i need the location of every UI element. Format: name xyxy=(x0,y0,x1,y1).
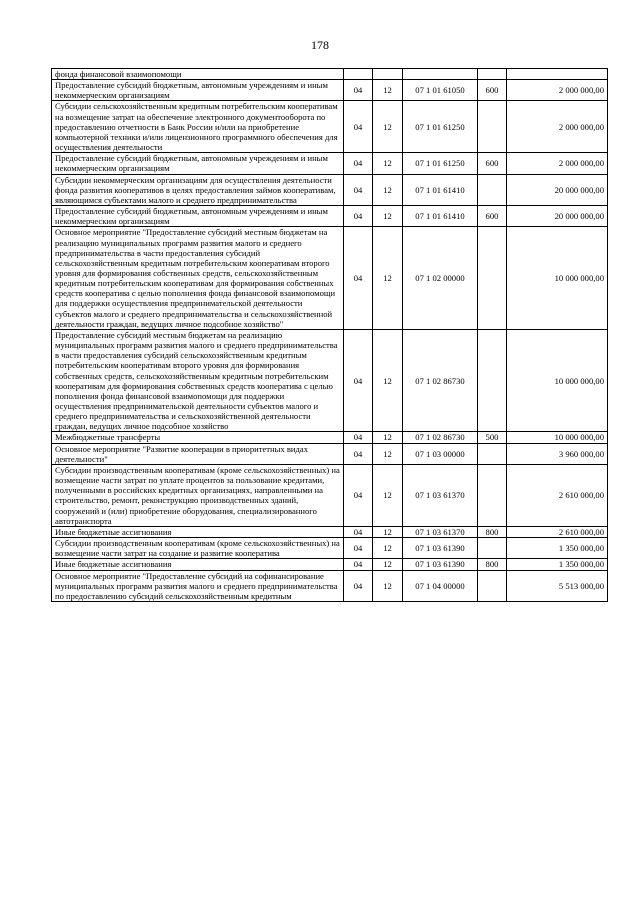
cell-ved: 04 xyxy=(344,538,373,559)
cell-vr: 800 xyxy=(478,526,507,537)
cell-csr: 07 1 03 00000 xyxy=(403,443,478,464)
cell-vr xyxy=(478,174,507,205)
cell-name: Субсидии сельскохозяйственным кредитным потребительским кооперативам на возмещение затрат на обеспечение электронного документооборота по предоставлению отчетности в Банк России и/или на приобретение компьютерной техники и/или лицензионного программного обеспечения для осуществления деятельности xyxy=(52,101,344,153)
table-row xyxy=(52,80,608,101)
cell-sum: 1 350 000,00 xyxy=(507,559,608,570)
cell-sum: 3 960 000,00 xyxy=(507,443,608,464)
cell-vr xyxy=(478,538,507,559)
cell-csr: 07 1 02 86730 xyxy=(403,432,478,443)
cell-ved: 04 xyxy=(344,80,373,101)
cell-sum: 2 000 000,00 xyxy=(507,153,608,174)
cell-name: Основное мероприятие "Предоставление субсидий на софинансирование муниципальных программ развития малого и среднего предпринимательства по предоставлению субсидий сельскохозяйственным кредитным xyxy=(52,570,344,601)
cell-rz: 12 xyxy=(373,432,403,443)
cell-rz: 12 xyxy=(373,329,403,432)
cell-rz: 12 xyxy=(373,227,403,330)
cell-ved: 04 xyxy=(344,559,373,570)
cell-rz: 12 xyxy=(373,559,403,570)
cell-sum: 10 000 000,00 xyxy=(507,227,608,330)
cell-ved: 04 xyxy=(344,206,373,227)
cell-vr xyxy=(478,570,507,601)
cell-name: Предоставление субсидий местным бюджетам на реализацию муниципальных программ развития малого и среднего предпринимательства в части предоставления субсидий сельскохозяйственным кредитным потребительским кооперативам второго уровня для формирования собственных средств, сельскохозяйственным кредитным потребительским кооперативам для формирования собственных средств кооператива с целью пополнения фонда финансовой взаимопомощи для поддержки осуществления предпринимательской деятельности субъектов малого и среднего предпринимательства и сельскохозяйственной деятельности граждан, ведущих личное подсобное хозяйство xyxy=(52,329,344,432)
cell-csr: 07 1 03 61390 xyxy=(403,538,478,559)
cell-csr: 07 1 02 86730 xyxy=(403,329,478,432)
cell-rz: 12 xyxy=(373,174,403,205)
cell-ved: 04 xyxy=(344,526,373,537)
cell-sum: 2 000 000,00 xyxy=(507,101,608,153)
budget-table xyxy=(51,68,608,602)
cell-rz: 12 xyxy=(373,443,403,464)
cell-rz: 12 xyxy=(373,80,403,101)
cell-rz: 12 xyxy=(373,570,403,601)
cell-rz: 12 xyxy=(373,101,403,153)
cell-name: Предоставление субсидий бюджетным, автономным учреждениям и иным некоммерческим организациям xyxy=(52,206,344,227)
cell-name: Субсидии некоммерческим организациям для осуществления деятельности фонда развития кооперативов в целях предоставления займов кооперативам, являющимся субъектами малого и среднего предпринимательства xyxy=(52,174,344,205)
cell-sum: 2 610 000,00 xyxy=(507,464,608,526)
cell-rz xyxy=(373,69,403,80)
cell-vr xyxy=(478,101,507,153)
table-row xyxy=(52,153,608,174)
cell-name: Предоставление субсидий бюджетным, автономным учреждениям и иным некоммерческим организациям xyxy=(52,80,344,101)
table-row xyxy=(52,69,608,80)
cell-name: Межбюджетные трансферты xyxy=(52,432,344,443)
cell-name: Основное мероприятие "Предоставление субсидий местным бюджетам на реализацию муниципальных программ развития малого и среднего предпринимательства в части предоставления субсидий сельскохозяйственным кредитным потребительским кооперативам второго уровня для формирования собственных средств, сельскохозяйственным кредитным потребительским кооперативам для формирования собственных средств кооператива с целью пополнения фонда финансовой взаимопомощи для поддержки осуществления предпринимательской деятельности субъектов малого и среднего предпринимательства и сельскохозяйственной деятельности граждан, ведущих личное подсобное хозяйство" xyxy=(52,227,344,330)
table-row xyxy=(52,101,608,153)
cell-ved: 04 xyxy=(344,464,373,526)
cell-name: Предоставление субсидий бюджетным, автономным учреждениям и иным некоммерческим организациям xyxy=(52,153,344,174)
table-row xyxy=(52,174,608,205)
cell-sum xyxy=(507,69,608,80)
cell-vr: 800 xyxy=(478,559,507,570)
cell-sum: 2 000 000,00 xyxy=(507,80,608,101)
cell-ved: 04 xyxy=(344,227,373,330)
table-row xyxy=(52,570,608,601)
cell-name: Иные бюджетные ассигнования xyxy=(52,559,344,570)
cell-ved: 04 xyxy=(344,174,373,205)
cell-sum: 1 350 000,00 xyxy=(507,538,608,559)
cell-rz: 12 xyxy=(373,526,403,537)
cell-ved: 04 xyxy=(344,570,373,601)
cell-csr: 07 1 01 61410 xyxy=(403,174,478,205)
cell-sum: 10 000 000,00 xyxy=(507,329,608,432)
cell-rz: 12 xyxy=(373,464,403,526)
cell-ved: 04 xyxy=(344,443,373,464)
cell-vr xyxy=(478,227,507,330)
cell-sum: 20 000 000,00 xyxy=(507,174,608,205)
cell-name: Основное мероприятие "Развитие кооперации в приоритетных видах деятельности" xyxy=(52,443,344,464)
table-row xyxy=(52,227,608,330)
cell-name: Субсидии производственным кооперативам (кроме сельскохозяйственных) на возмещение части затрат на создание и развитие кооператива xyxy=(52,538,344,559)
cell-sum: 20 000 000,00 xyxy=(507,206,608,227)
cell-vr xyxy=(478,443,507,464)
cell-rz: 12 xyxy=(373,538,403,559)
cell-csr: 07 1 01 61410 xyxy=(403,206,478,227)
page-number: 178 xyxy=(311,38,329,52)
cell-rz: 12 xyxy=(373,206,403,227)
table-row xyxy=(52,538,608,559)
table-row xyxy=(52,329,608,432)
cell-ved: 04 xyxy=(344,101,373,153)
table-row xyxy=(52,432,608,443)
cell-vr: 600 xyxy=(478,80,507,101)
cell-sum: 10 000 000,00 xyxy=(507,432,608,443)
cell-name: Иные бюджетные ассигнования xyxy=(52,526,344,537)
cell-ved: 04 xyxy=(344,432,373,443)
cell-vr xyxy=(478,329,507,432)
cell-csr: 07 1 01 61250 xyxy=(403,153,478,174)
cell-csr xyxy=(403,69,478,80)
table-row xyxy=(52,464,608,526)
cell-vr: 600 xyxy=(478,206,507,227)
cell-rz: 12 xyxy=(373,153,403,174)
cell-vr: 500 xyxy=(478,432,507,443)
table-row xyxy=(52,206,608,227)
cell-csr: 07 1 01 61050 xyxy=(403,80,478,101)
cell-sum: 2 610 000,00 xyxy=(507,526,608,537)
cell-vr: 600 xyxy=(478,153,507,174)
cell-csr: 07 1 03 61370 xyxy=(403,464,478,526)
cell-ved: 04 xyxy=(344,153,373,174)
cell-vr xyxy=(478,464,507,526)
cell-vr xyxy=(478,69,507,80)
cell-csr: 07 1 02 00000 xyxy=(403,227,478,330)
cell-ved xyxy=(344,69,373,80)
cell-csr: 07 1 03 61370 xyxy=(403,526,478,537)
cell-ved: 04 xyxy=(344,329,373,432)
cell-csr: 07 1 01 61250 xyxy=(403,101,478,153)
table-row xyxy=(52,526,608,537)
table-row xyxy=(52,443,608,464)
cell-name: фонда финансовой взаимопомощи xyxy=(52,69,344,80)
cell-name: Субсидии производственным кооперативам (кроме сельскохозяйственных) на возмещение части затрат по уплате процентов за пользование кредитами, полученными в российских кредитных организациях, направленными на строительство, ремонт, реконструкцию производственных зданий, сооружений и (или) приобретение оборудования, специализированного автотранспорта xyxy=(52,464,344,526)
cell-sum: 5 513 000,00 xyxy=(507,570,608,601)
table-row xyxy=(52,559,608,570)
cell-csr: 07 1 03 61390 xyxy=(403,559,478,570)
table-body xyxy=(52,69,608,602)
cell-csr: 07 1 04 00000 xyxy=(403,570,478,601)
